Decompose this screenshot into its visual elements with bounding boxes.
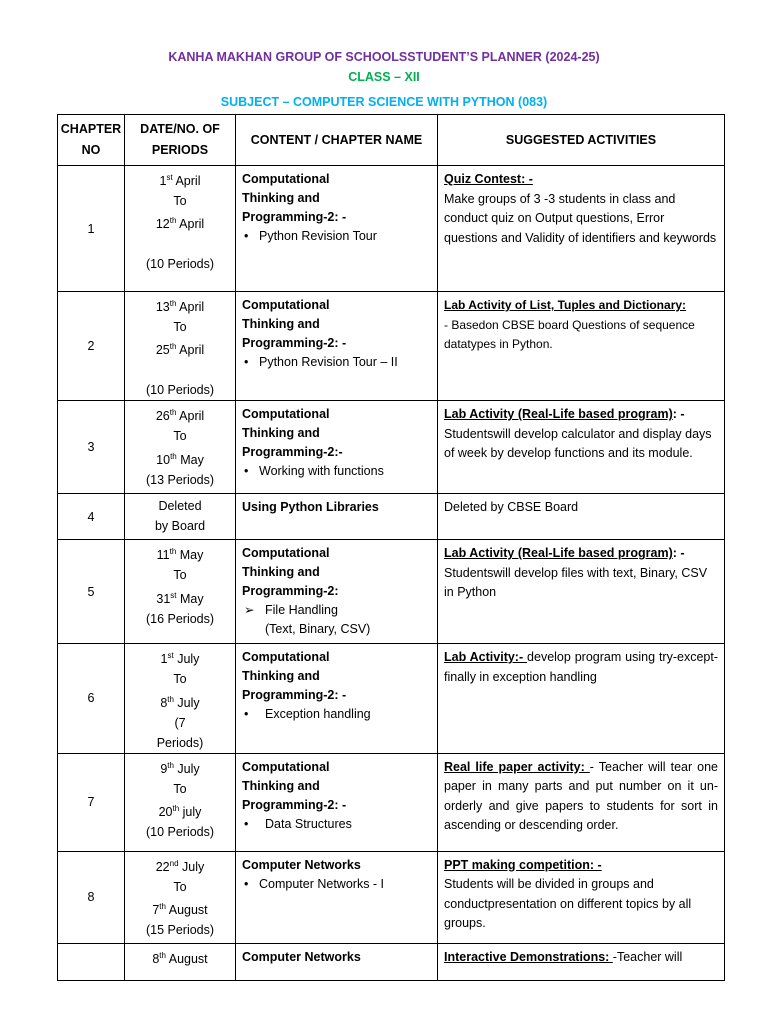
chapter-no-cell: 2 [58, 292, 125, 401]
header-date-periods: DATE/NO. OF PERIODS [125, 115, 236, 166]
content-cell [236, 494, 438, 540]
activity-cell [438, 753, 725, 851]
date-line: (10 Periods) [145, 257, 215, 272]
activity-title: Lab Activity of List, Tuples and Dictionary: [444, 298, 687, 312]
topic-text: Python Revision Tour – II [259, 355, 398, 369]
table-row [58, 644, 725, 753]
topic-text: (Text, Binary, CSV) [265, 622, 371, 637]
bullet-icon: • [244, 355, 249, 369]
activity-title: Lab Activity (Real-Life based program) [444, 546, 673, 561]
date-line: 8th July [160, 694, 200, 710]
activity-text: develop program using try-except-finally in exception handling [444, 650, 718, 684]
topic-text: Computer Networks - I [259, 876, 385, 891]
date-line: (10 Periods) [145, 824, 215, 839]
date-line: To [173, 672, 187, 687]
bullet-icon: • [244, 229, 249, 243]
date-cell [125, 943, 236, 980]
activity-title: Real life paper activity: [444, 759, 590, 774]
content-cell [236, 851, 438, 943]
date-line: (15 Periods) [145, 922, 215, 937]
topic-text: Data Structures [265, 816, 352, 831]
topic-item [242, 705, 431, 724]
date-cell [125, 166, 236, 292]
chapter-no-cell: 4 [58, 494, 125, 540]
date-line: 22nd July [155, 858, 205, 874]
activity-cell [438, 401, 725, 494]
table-row [58, 401, 725, 494]
table-row [58, 943, 725, 980]
topic-item [242, 601, 431, 620]
table-row [58, 494, 725, 540]
subject-title: SUBJECT – COMPUTER SCIENCE WITH PYTHON (083) [220, 95, 548, 109]
date-cell [125, 401, 236, 494]
date-line: 1st April [159, 173, 201, 189]
activity-title-suffix: : - [672, 546, 685, 561]
bullet-icon: • [244, 816, 249, 831]
chapter-no-cell: 1 [58, 166, 125, 292]
activity-text: - Basedon CBSE board Questions of sequence datatypes in Python. [444, 317, 695, 351]
topic-text: Exception handling [265, 707, 371, 722]
activity-cell [438, 943, 725, 980]
header-activities: SUGGESTED ACTIVITIES [438, 115, 725, 166]
content-cell [236, 166, 438, 292]
date-line: Deleted [158, 499, 202, 514]
activity-title-suffix: : - [672, 407, 685, 422]
date-cell [125, 851, 236, 943]
topic-item [242, 620, 431, 639]
chapter-name: Computer Networks [242, 949, 361, 964]
chapter-name: Computational Thinking and Programming-2: [242, 546, 339, 599]
date-line: by Board [154, 519, 206, 534]
activity-text: Studentswill develop calculator and display days of week by develop functions and its module. [444, 426, 712, 461]
topic-text: Working with functions [259, 464, 384, 479]
activity-cell [438, 166, 725, 292]
class-title: CLASS – XII [348, 70, 420, 84]
activity-cell [438, 292, 725, 401]
date-line: 25th April [155, 342, 205, 358]
date-line: 13th April [155, 299, 205, 315]
date-line: (7 [174, 715, 186, 730]
content-cell [236, 540, 438, 644]
date-cell [125, 644, 236, 753]
date-line: 12th April [155, 216, 205, 232]
chapter-name: Computational Thinking and Programming-2: - [242, 650, 347, 703]
table-row [58, 753, 725, 851]
topic-item [242, 227, 431, 246]
date-line: To [173, 320, 187, 335]
date-cell [125, 540, 236, 644]
activity-cell [438, 540, 725, 644]
activity-cell [438, 494, 725, 540]
content-cell [236, 943, 438, 980]
date-line: 31st May [156, 590, 204, 606]
date-line: To [173, 194, 187, 209]
activity-cell [438, 851, 725, 943]
content-cell [236, 292, 438, 401]
date-line: 9th July [160, 760, 200, 776]
date-line: 26th April [155, 408, 205, 424]
activity-title: Interactive Demonstrations: [444, 949, 613, 964]
content-cell [236, 401, 438, 494]
topic-item [242, 875, 431, 894]
date-cell [125, 494, 236, 540]
table-row [58, 166, 725, 292]
bullet-icon: • [244, 707, 249, 722]
table-row [58, 540, 725, 644]
chapter-no-cell [58, 943, 125, 980]
chapter-name: Computational Thinking and Programming-2: - [242, 759, 347, 812]
chapter-no-cell: 8 [58, 851, 125, 943]
chapter-name: Using Python Libraries [242, 500, 379, 515]
activity-text: - Teacher will tear one paper in many parts and put number on it un- orderly and give papers to students for sort in ascending or descending order. [444, 759, 718, 833]
date-line: 20th july [158, 803, 202, 819]
activity-text: -Teacher will [612, 949, 683, 964]
date-line: To [173, 568, 187, 583]
topic-item [242, 815, 431, 834]
date-line: Periods) [156, 735, 204, 750]
header-chapter-no: CHAPTER NO [58, 115, 125, 166]
date-cell [125, 753, 236, 851]
content-cell [236, 753, 438, 851]
date-line: To [173, 429, 187, 444]
activity-title: PPT making competition: - [444, 857, 602, 872]
activity-text: Deleted by CBSE Board [444, 500, 579, 515]
chapter-name: Computational Thinking and Programming-2: - [242, 172, 347, 224]
activity-title: Quiz Contest: - [444, 172, 533, 186]
chapter-name: Computer Networks [242, 857, 361, 872]
chapter-no-cell: 3 [58, 401, 125, 494]
date-line: (13 Periods) [145, 472, 215, 487]
activity-title: Lab Activity (Real-Life based program) [444, 407, 673, 422]
planner-title: KANHA MAKHAN GROUP OF SCHOOLSSTUDENT’S PLANNER (2024-25) [168, 50, 600, 64]
topic-item [242, 462, 431, 481]
bullet-icon: • [244, 876, 249, 891]
date-line: 8th August [152, 950, 208, 966]
chapter-name: Computational Thinking and Programming-2: - [242, 298, 347, 350]
date-line: 1st July [160, 651, 200, 667]
date-line: 7th August [152, 901, 208, 917]
table-row [58, 292, 725, 401]
date-cell [125, 292, 236, 401]
bullet-icon: • [244, 464, 249, 479]
arrow-bullet-icon: ➢ [244, 603, 255, 618]
activity-cell [438, 644, 725, 753]
table-header-row [58, 115, 725, 166]
date-line: 10th May [156, 451, 204, 467]
date-line: To [173, 781, 187, 796]
activity-text: Students will be divided in groups and conductpresentation on different topics by all groups. [444, 877, 692, 931]
topic-text: Python Revision Tour [259, 229, 377, 243]
activity-text: Make groups of 3 -3 students in class and conduct quiz on Output questions, Error questions and Validity of identifiers and keywords [444, 191, 717, 245]
content-cell [236, 644, 438, 753]
topic-item [242, 353, 431, 372]
chapter-no-cell: 5 [58, 540, 125, 644]
date-line: 11th May [156, 547, 204, 563]
topic-text: File Handling [265, 603, 338, 618]
chapter-no-cell: 7 [58, 753, 125, 851]
chapter-no-cell: 6 [58, 644, 125, 753]
chapter-name: Computational Thinking and Programming-2:- [242, 407, 343, 460]
table-row [58, 851, 725, 943]
date-line: (10 Periods) [145, 383, 215, 398]
date-line: To [173, 879, 187, 894]
planner-table [57, 114, 725, 981]
activity-title: Lab Activity:- [444, 650, 528, 665]
header-content: CONTENT / CHAPTER NAME [236, 115, 438, 166]
date-line: (16 Periods) [145, 611, 215, 626]
activity-text: Studentswill develop files with text, Binary, CSV in Python [444, 565, 708, 600]
